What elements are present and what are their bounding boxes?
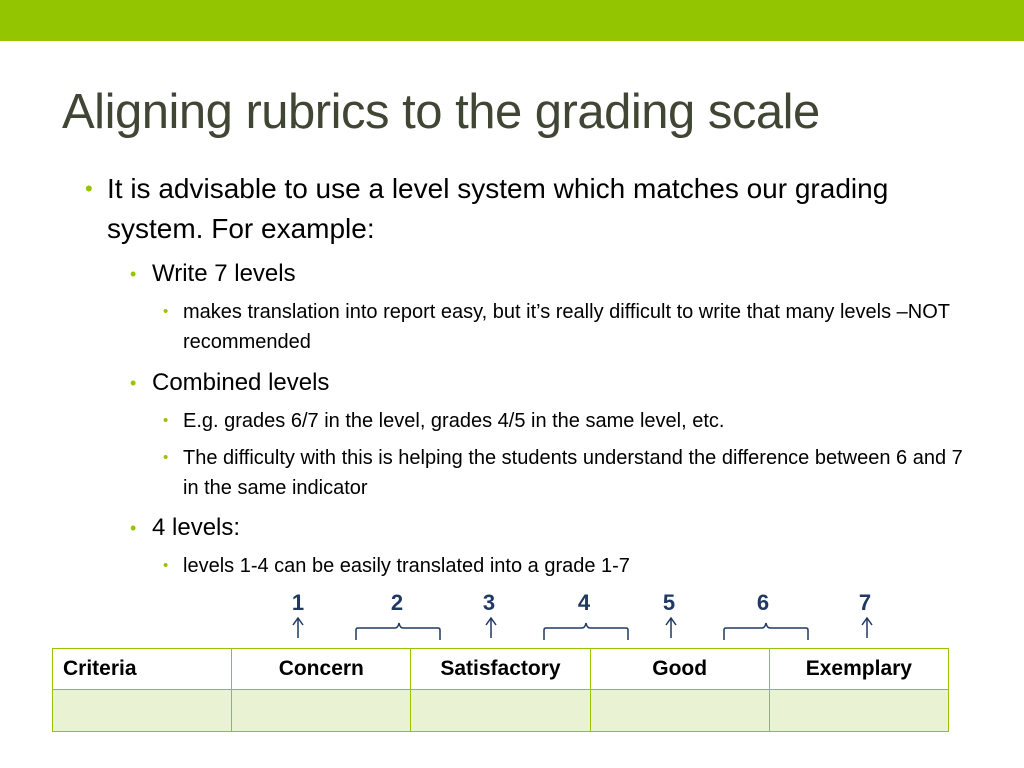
- bullet-level3: [163, 406, 973, 436]
- bullet-level1: [85, 169, 965, 249]
- bullet-level3: [163, 443, 973, 503]
- bullet-level3: [163, 297, 973, 357]
- scale-number: 3: [482, 590, 496, 615]
- bullet-level2: [130, 511, 970, 545]
- bullet-dot-icon: •: [163, 303, 169, 320]
- brace-icon: [724, 623, 808, 640]
- table-row: [53, 690, 949, 732]
- scale-number: 5: [662, 590, 676, 615]
- scale-number: 7: [858, 590, 872, 615]
- scale-number: 6: [756, 590, 770, 615]
- slide-title: Aligning rubrics to the grading scale: [62, 85, 820, 139]
- column-header-criteria: Criteria: [53, 649, 232, 690]
- rubric-table: [52, 648, 949, 732]
- table-cell: [411, 690, 590, 732]
- bullet-level2: [130, 257, 970, 291]
- column-header-satisfactory: Satisfactory: [411, 649, 590, 690]
- table-cell: [232, 690, 411, 732]
- table-cell: [53, 690, 232, 732]
- bullet-text: Combined levels: [152, 369, 330, 396]
- bullet-dot-icon: •: [130, 373, 137, 393]
- bullet-text: makes translation into report easy, but it’s really difficult to write that many levels –NOT recommended: [183, 301, 950, 353]
- scale-number: 4: [577, 590, 591, 615]
- bullet-level3: [163, 551, 973, 581]
- bullet-dot-icon: •: [130, 518, 137, 538]
- bullet-text: It is advisable to use a level system which matches our grading system. For example:: [107, 173, 889, 244]
- column-header-good: Good: [590, 649, 769, 690]
- table-cell: [769, 690, 948, 732]
- bullet-dot-icon: •: [163, 412, 169, 429]
- bullet-text: levels 1-4 can be easily translated into a grade 1-7: [183, 555, 630, 577]
- arrow-up-icon: [486, 618, 496, 638]
- arrow-up-icon: [666, 618, 676, 638]
- top-accent-bar: [0, 0, 1024, 41]
- column-header-concern: Concern: [232, 649, 411, 690]
- arrow-up-icon: [293, 618, 303, 638]
- table-cell: [590, 690, 769, 732]
- bullet-dot-icon: •: [130, 264, 137, 284]
- arrow-up-icon: [862, 618, 872, 638]
- bullet-text: Write 7 levels: [152, 260, 296, 287]
- bullet-dot-icon: •: [85, 176, 93, 201]
- table-header-row: [53, 649, 949, 690]
- bullet-text: The difficulty with this is helping the students understand the difference between 6 and 7 in the same indicator: [183, 447, 963, 499]
- column-header-exemplary: Exemplary: [769, 649, 948, 690]
- brace-icon: [544, 623, 628, 640]
- brace-icon: [356, 623, 440, 640]
- scale-number: 1: [291, 590, 305, 615]
- bullet-dot-icon: •: [163, 557, 169, 574]
- bullet-level2: [130, 366, 970, 400]
- bullet-text: E.g. grades 6/7 in the level, grades 4/5 in the same level, etc.: [183, 410, 725, 432]
- scale-number: 2: [390, 590, 404, 615]
- bullet-text: 4 levels:: [152, 514, 241, 541]
- grade-scale: [0, 580, 1024, 646]
- bullet-dot-icon: •: [163, 449, 169, 466]
